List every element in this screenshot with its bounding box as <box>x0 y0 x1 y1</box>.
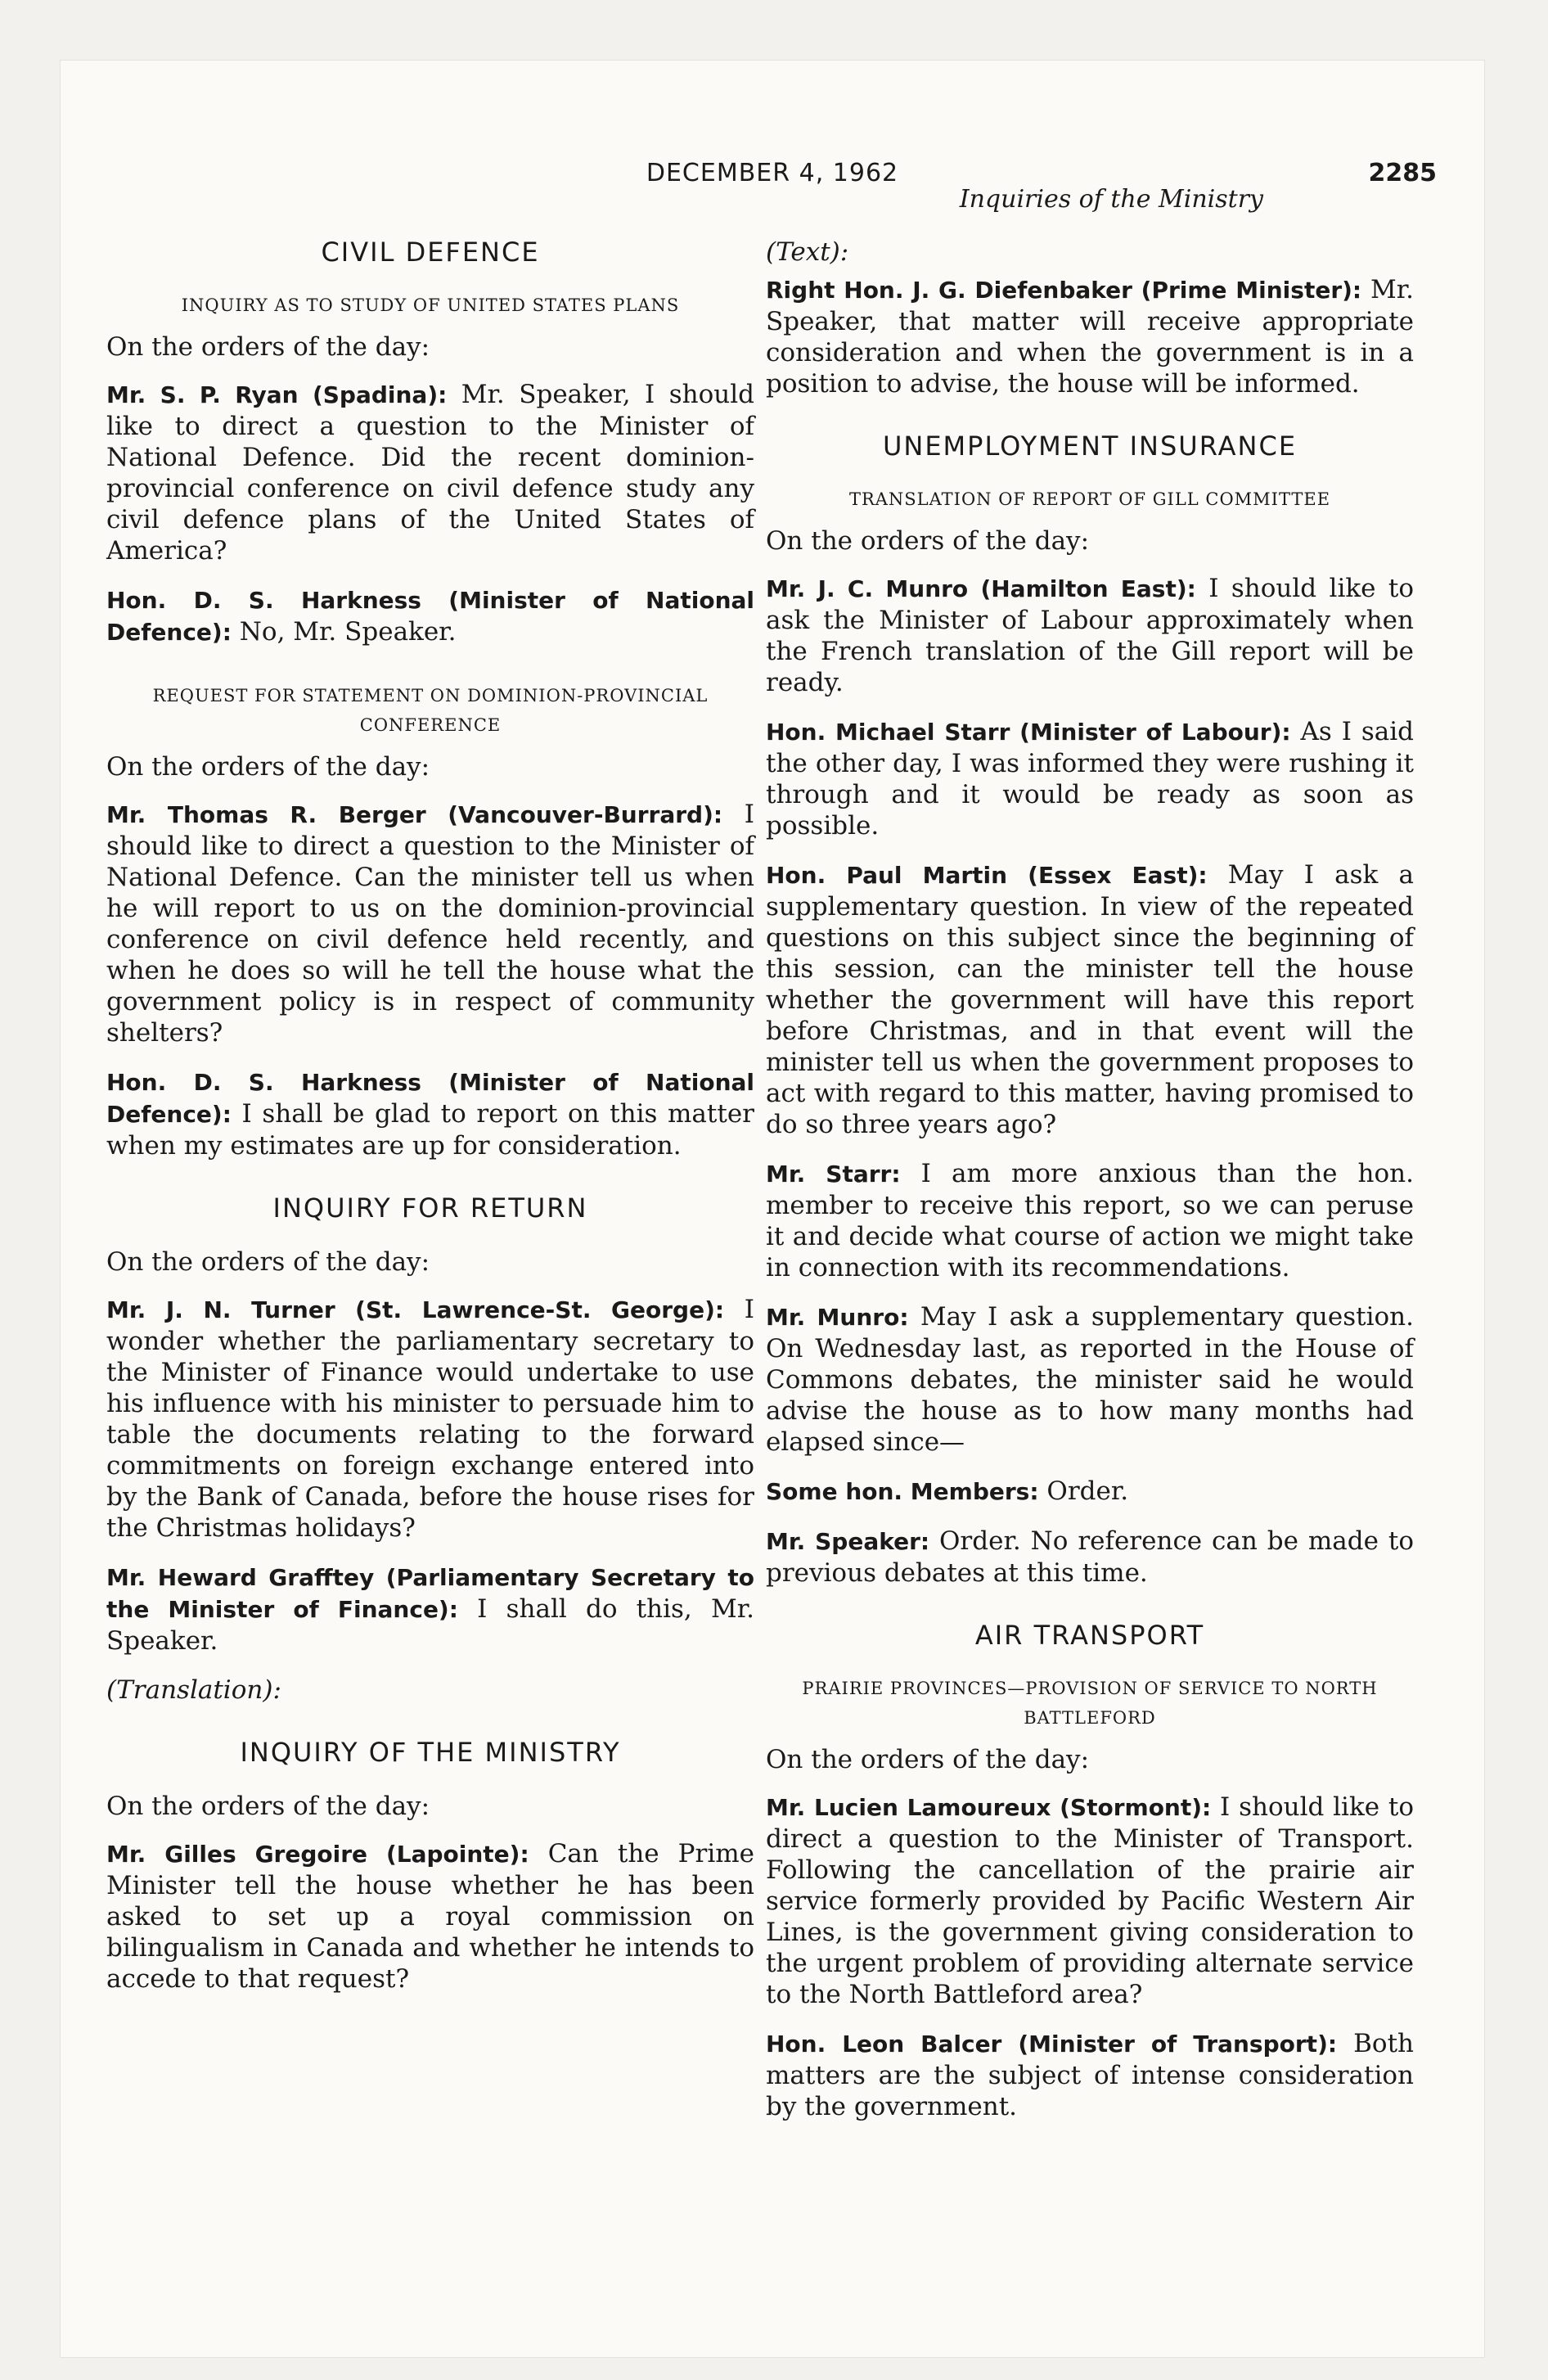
translation-label: (Translation): <box>106 1675 281 1705</box>
orders-of-day: On the orders of the day: <box>106 752 430 782</box>
speech-text: Both matters are the subject of intense consideration by the government. <box>766 2029 1415 2121</box>
right-column <box>766 237 1414 2140</box>
orders-of-day: On the orders of the day: <box>766 526 1090 556</box>
speech-text: I shall be glad to report on this matter when my estimates are up for consideration. <box>106 1099 754 1161</box>
speech <box>106 584 754 648</box>
speaker: Mr. Heward Grafftey (Parliamentary Secretary to the Minister of Finance): <box>106 1564 754 1623</box>
speaker: Hon. D. S. Harkness (Minister of National Defence): <box>106 587 754 646</box>
speech <box>766 573 1414 698</box>
speech <box>106 1838 754 1995</box>
speech-text: I should like to direct a question to the Minister of Transport. Following the cancellation of the prairie air service formerly provided by Pacific Western Air Lines, is the government giving consideration to the urgent problem of providing alternate service to the North Battleford area? <box>766 1792 1414 2009</box>
section-subtitle: TRANSLATION OF REPORT OF GILL COMMITTEE <box>848 489 1331 509</box>
speech-text: I should like to ask the Minister of Labour approximately when the French translation of the Gill report will be ready. <box>766 574 1414 697</box>
hansard-page <box>61 61 1484 2357</box>
speech <box>766 1526 1414 1589</box>
speech-text: Order. <box>1046 1476 1129 1506</box>
speech-text: I shall do this, Mr. Speaker. <box>106 1594 754 1656</box>
speech <box>106 379 754 566</box>
speech-text: Mr. Speaker, that matter will receive appropriate consideration and when the government is in a position to advise, the house will be informed. <box>766 275 1414 399</box>
section-title: CIVIL DEFENCE <box>321 237 540 268</box>
speech <box>766 2028 1414 2122</box>
speech <box>766 1158 1414 1283</box>
speech-text: May I ask a supplementary question. In view of the repeated questions on this subject since the beginning of this session, can the minister tell the house whether the government will have this report before Christmas, and in that event will the minister tell us when the government proposes to act with regard to this matter, having promised to do so three years ago? <box>766 860 1414 1139</box>
speech-text: No, Mr. Speaker. <box>239 617 457 647</box>
text-label: (Text): <box>766 237 849 267</box>
speaker: Mr. Lucien Lamoureux (Stormont): <box>766 1794 1212 1821</box>
speech-text: I should like to direct a question to the Minister of National Defence. Can the minister tell us when he will report to us on the dominion-provincial conference on civil defence held recently, and when he does so will he tell the house what the government policy is in respect of community shelters? <box>106 800 754 1048</box>
left-column <box>106 237 754 2013</box>
page-number: 2285 <box>1368 159 1437 187</box>
speech-text: I am more anxious than the hon. member to receive this report, so we can peruse it and decide what course of action we might take in connection with its recommendations. <box>766 1159 1414 1282</box>
orders-of-day: On the orders of the day: <box>106 1247 430 1277</box>
speaker: Hon. D. S. Harkness (Minister of National Defence): <box>106 1069 754 1128</box>
speaker: Mr. S. P. Ryan (Spadina): <box>106 381 448 408</box>
speaker: Hon. Paul Martin (Essex East): <box>766 862 1208 889</box>
speech <box>106 1066 754 1161</box>
speech <box>766 1476 1414 1508</box>
speaker: Mr. Munro: <box>766 1304 909 1331</box>
section-title: INQUIRY OF THE MINISTRY <box>240 1737 621 1768</box>
section-subtitle: INQUIRY AS TO STUDY OF UNITED STATES PLANS <box>181 295 680 315</box>
section-subtitle: PRAIRIE PROVINCES—PROVISION OF SERVICE TO NORTH BATTLEFORD <box>802 1679 1378 1728</box>
speaker: Mr. J. N. Turner (St. Lawrence-St. George): <box>106 1296 725 1323</box>
speaker: Some hon. Members: <box>766 1478 1039 1505</box>
speaker: Hon. Michael Starr (Minister of Labour): <box>766 719 1291 746</box>
orders-of-day: On the orders of the day: <box>766 1745 1090 1774</box>
speech <box>766 716 1414 841</box>
speaker: Mr. Thomas R. Berger (Vancouver-Burrard): <box>106 801 723 828</box>
speaker: Mr. Speaker: <box>766 1528 930 1555</box>
speech <box>106 1294 754 1544</box>
section-title: UNEMPLOYMENT INSURANCE <box>882 430 1298 462</box>
running-head: Inquiries of the Ministry <box>959 185 1263 214</box>
speech <box>106 799 754 1048</box>
speaker: Mr. J. C. Munro (Hamilton East): <box>766 575 1196 602</box>
orders-of-day: On the orders of the day: <box>106 1792 430 1821</box>
speaker: Mr. Starr: <box>766 1161 901 1188</box>
speech-text: As I said the other day, I was informed they were rushing it through and it would be ready as soon as possible. <box>766 717 1415 841</box>
speech-text: Mr. Speaker, I should like to direct a question to the Minister of National Defence. Did the recent dominion-provincial conference on civil defence study any civil defence plans of the United States of America? <box>106 380 754 566</box>
speech <box>106 1562 754 1657</box>
section-title: INQUIRY FOR RETURN <box>272 1192 588 1224</box>
orders-of-day: On the orders of the day: <box>106 332 430 362</box>
page-header <box>61 159 1484 201</box>
speaker: Mr. Gilles Gregoire (Lapointe): <box>106 1841 529 1868</box>
speech-text: I wonder whether the parliamentary secretary to the Minister of Finance would undertake to use his influence with his minister to persuade him to table the documents relating to the forward commitments on foreign exchange entered into by the Bank of Canada, before the house rises for the Christmas holidays? <box>106 1295 754 1543</box>
speaker: Hon. Leon Balcer (Minister of Transport): <box>766 2031 1338 2058</box>
speech-text: Order. No reference can be made to previous debates at this time. <box>766 1526 1414 1588</box>
page-date: DECEMBER 4, 1962 <box>646 159 899 187</box>
speech-text: Can the Prime Minister tell the house whether he has been asked to set up a royal commission on bilingualism in Canada and whether he intends to accede to that request? <box>106 1839 754 1994</box>
speech <box>766 1301 1414 1458</box>
speech <box>766 859 1414 1140</box>
section-title: AIR TRANSPORT <box>974 1620 1205 1651</box>
speech-text: May I ask a supplementary question. On Wednesday last, as reported in the House of Commons debates, the minister said he would advise the house as to how many months had elapsed since— <box>766 1302 1414 1457</box>
speech <box>766 274 1414 399</box>
section-subtitle: REQUEST FOR STATEMENT ON DOMINION-PROVINCIAL CONFERENCE <box>152 686 709 735</box>
speech <box>766 1792 1414 2010</box>
speaker: Right Hon. J. G. Diefenbaker (Prime Minister): <box>766 277 1362 304</box>
